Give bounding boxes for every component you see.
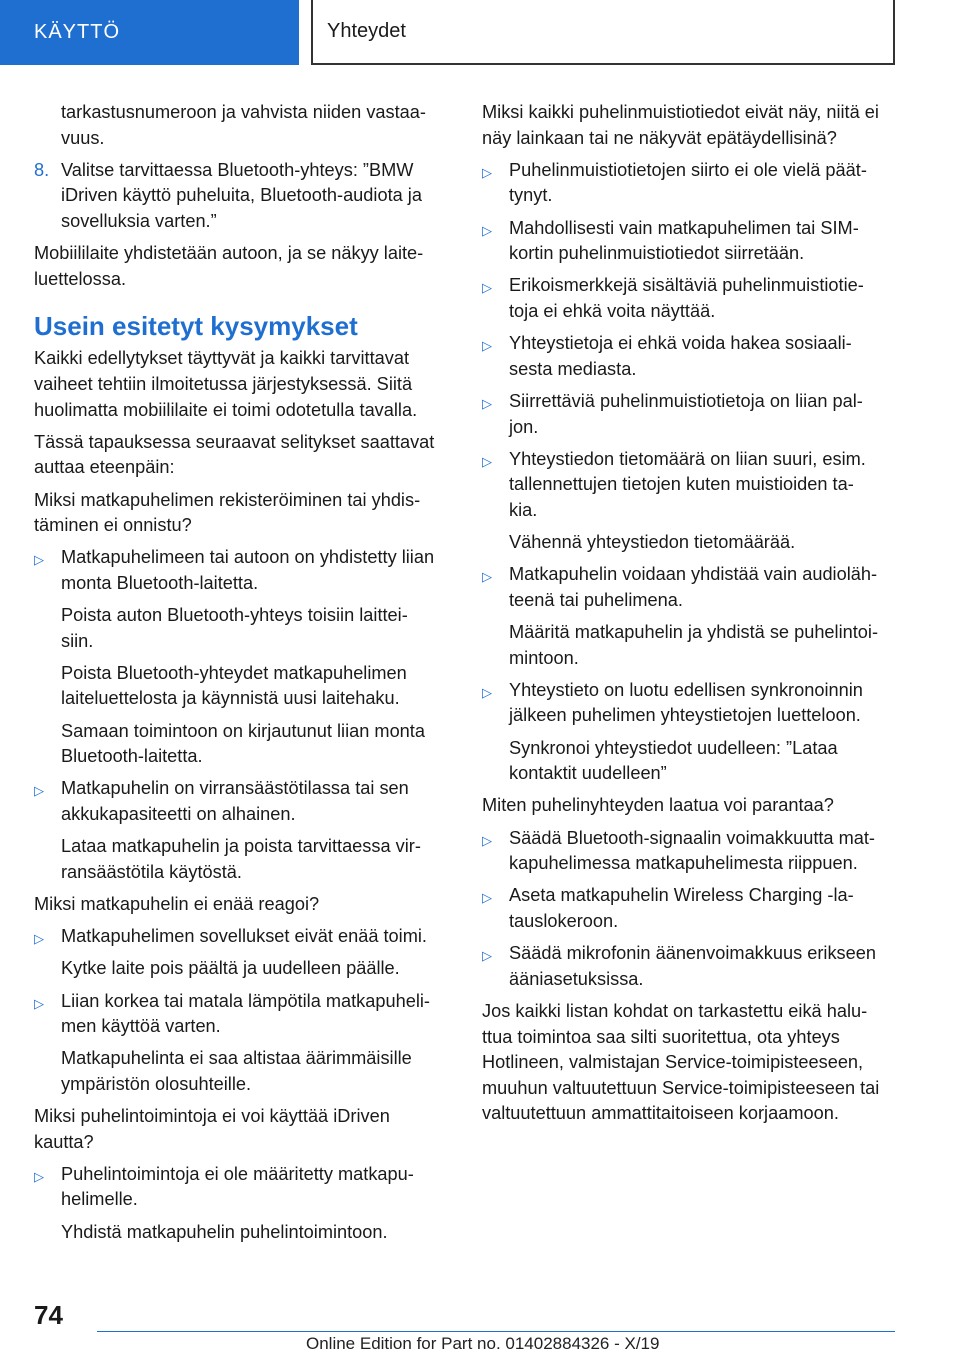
triangle-right-outline-icon: ▷	[34, 995, 44, 1011]
section-title: KÄYTTÖ	[34, 21, 121, 43]
list-item	[482, 389, 902, 440]
triangle-right-outline-icon: ▷	[34, 1168, 44, 1184]
footer-divider	[97, 1331, 895, 1332]
paragraph: Kaikki edellytykset täyttyvät ja kaikki tarvittavat vaiheet tehtiin ilmoitetussa järjestyksessä. Siitä huolimatta mobiililaite ei toimi odotetulla tavalla.	[34, 348, 418, 420]
list-item-text: Erikoismerkkejä sisältäviä puhelinmuistiotie- toja ei ehkä voita näyttää.	[509, 275, 864, 321]
list-item-text: Liian korkea tai matala lämpötila matkapuheli- men käyttöä varten.	[61, 990, 430, 1037]
triangle-right-outline-icon: ▷	[482, 684, 492, 700]
list-item-text: Siirrettäviä puhelinmuistiotietoja on liian pal- jon.	[509, 390, 863, 437]
section-tab	[0, 0, 299, 65]
list-item-text: Mahdollisesti vain matkapuhelimen tai SIM- kortin puhelinmuistiotiedot siirretään.	[509, 217, 859, 264]
triangle-right-outline-icon: ▷	[482, 164, 492, 180]
indented-paragraph: Poista auton Bluetooth-yhteys toisiin laittei- siin.	[61, 605, 408, 651]
list-item	[482, 941, 902, 992]
triangle-right-outline-icon: ▷	[482, 890, 492, 906]
list-item-text: Yhteystiedon tietomäärä on liian suuri, esim. tallennettujen tietojen kuten muistioiden ta- kia.	[509, 448, 866, 520]
indented-paragraph: Kytke laite pois päältä ja uudelleen päälle.	[61, 958, 400, 979]
triangle-right-outline-icon: ▷	[482, 222, 492, 238]
list-item-text: Matkapuhelimen sovellukset eivät enää toimi.	[61, 926, 427, 947]
list-item-text: Aseta matkapuhelin Wireless Charging -la- tauslokeroon.	[509, 885, 854, 931]
triangle-right-outline-icon: ▷	[482, 280, 492, 296]
paragraph: Jos kaikki listan kohdat on tarkastettu eikä halu- ttua toimintoa saa silti suoritettua, ota yhteys Hotlineen, valmistajan Service-toimipisteeseen, muuhun valtuutettuun Service-toimipisteeseen tai valtuutettuun ammattitaitoiseen korjaamoon.	[482, 1000, 880, 1124]
edition-text: Online Edition for Part no. 01402884326 - X/19	[306, 1334, 660, 1353]
triangle-right-outline-icon: ▷	[482, 948, 492, 964]
triangle-right-outline-icon: ▷	[482, 832, 492, 848]
list-item	[482, 447, 902, 524]
left-column	[34, 100, 450, 1252]
list-item-text: Matkapuhelin on virransäästötilassa tai sen akkukapasiteetti on alhainen.	[61, 778, 409, 824]
right-column	[482, 100, 902, 1133]
indented-paragraph: Samaan toimintoon on kirjautunut liian monta Bluetooth-laitetta.	[61, 720, 425, 767]
paragraph: Miten puhelinyhteyden laatua voi parantaa?	[482, 795, 834, 816]
list-item-text: Yhteystietoja ei ehkä voida hakea sosiaali- sesta mediasta.	[509, 333, 852, 379]
indented-paragraph: Yhdistä matkapuhelin puhelintoimintoon.	[61, 1221, 388, 1242]
indented-paragraph: Matkapuhelinta ei saa altistaa äärimmäisille ympäristön olosuhteille.	[61, 1048, 412, 1094]
indented-paragraph: Lataa matkapuhelin ja poista tarvittaessa vir- ransäästötila käytöstä.	[61, 836, 421, 882]
triangle-right-outline-icon: ▷	[34, 552, 44, 568]
list-item	[482, 826, 902, 877]
list-item	[482, 883, 902, 934]
paragraph: Mobiililaite yhdistetään autoon, ja se näkyy laite- luettelossa.	[34, 243, 424, 289]
list-item-text: Matkapuhelin voidaan yhdistää vain audioläh- teenä tai puhelimena.	[509, 564, 878, 610]
list-item	[482, 273, 902, 324]
list-item-text: Yhteystieto on luotu edellisen synkronoinnin jälkeen puhelimen yhteystietojen luetteloon.	[509, 679, 863, 726]
list-item	[482, 678, 902, 729]
paragraph: Miksi puhelintoimintoja ei voi käyttää iDriven kautta?	[34, 1106, 390, 1152]
triangle-right-outline-icon: ▷	[34, 783, 44, 799]
list-item	[482, 158, 902, 209]
chapter-header	[311, 0, 895, 65]
triangle-right-outline-icon: ▷	[482, 338, 492, 354]
list-item	[34, 1162, 450, 1213]
list-item	[34, 545, 450, 596]
indented-paragraph: Vähennä yhteystiedon tietomäärää.	[509, 532, 796, 553]
list-item	[34, 989, 450, 1040]
triangle-right-outline-icon: ▷	[482, 453, 492, 469]
chapter-title: Yhteydet	[327, 20, 406, 42]
list-item	[34, 776, 450, 827]
triangle-right-outline-icon: ▷	[482, 569, 492, 585]
list-item	[482, 562, 902, 613]
list-item-text: Matkapuhelimeen tai autoon on yhdistetty liian monta Bluetooth-laitetta.	[61, 547, 435, 593]
step-number: 8.	[34, 159, 50, 180]
page-number: 74	[34, 1300, 63, 1330]
indented-paragraph: Synkronoi yhteystiedot uudelleen: ”Lataa kontaktit uudelleen”	[509, 737, 838, 784]
paragraph: Miksi matkapuhelimen rekisteröiminen tai yhdis- täminen ei onnistu?	[34, 489, 421, 536]
list-item-text: Säädä mikrofonin äänenvoimakkuus erikseen ääniasetuksissa.	[509, 943, 876, 989]
list-item-text: Puhelintoimintoja ei ole määritetty matkapu- helimelle.	[61, 1163, 414, 1210]
paragraph: Miksi kaikki puhelinmuistiotiedot eivät näy, niitä ei näy lainkaan tai ne näkyvät epätäydellisinä?	[482, 102, 879, 148]
paragraph: Tässä tapauksessa seuraavat selitykset saattavat auttaa eteenpäin:	[34, 431, 435, 478]
indented-paragraph: Poista Bluetooth-yhteydet matkapuhelimen laiteluettelosta ja käynnistä uusi laitehaku.	[61, 662, 407, 709]
indented-paragraph: Määritä matkapuhelin ja yhdistä se puhelintoi- mintoon.	[509, 622, 879, 668]
triangle-right-outline-icon: ▷	[34, 931, 44, 947]
section-heading: Usein esitetyt kysymykset	[34, 311, 358, 342]
triangle-right-outline-icon: ▷	[482, 395, 492, 411]
paragraph: Miksi matkapuhelin ei enää reagoi?	[34, 893, 320, 914]
list-item-text: Säädä Bluetooth-signaalin voimakkuutta mat- kapuhelimessa matkapuhelimesta riippuen.	[509, 827, 875, 874]
step-text: Valitse tarvittaessa Bluetooth-yhteys: ”BMW iDriven käyttö puheluita, Bluetooth-audiota ja sovelluksia varten.”	[61, 159, 422, 231]
indented-paragraph: tarkastusnumeroon ja vahvista niiden vastaa- vuus.	[61, 102, 426, 148]
list-item	[482, 216, 902, 267]
list-item	[482, 331, 902, 382]
list-item-text: Puhelinmuistiotietojen siirto ei ole vielä päät- tynyt.	[509, 159, 867, 206]
numbered-step	[34, 158, 450, 235]
list-item	[34, 924, 450, 950]
